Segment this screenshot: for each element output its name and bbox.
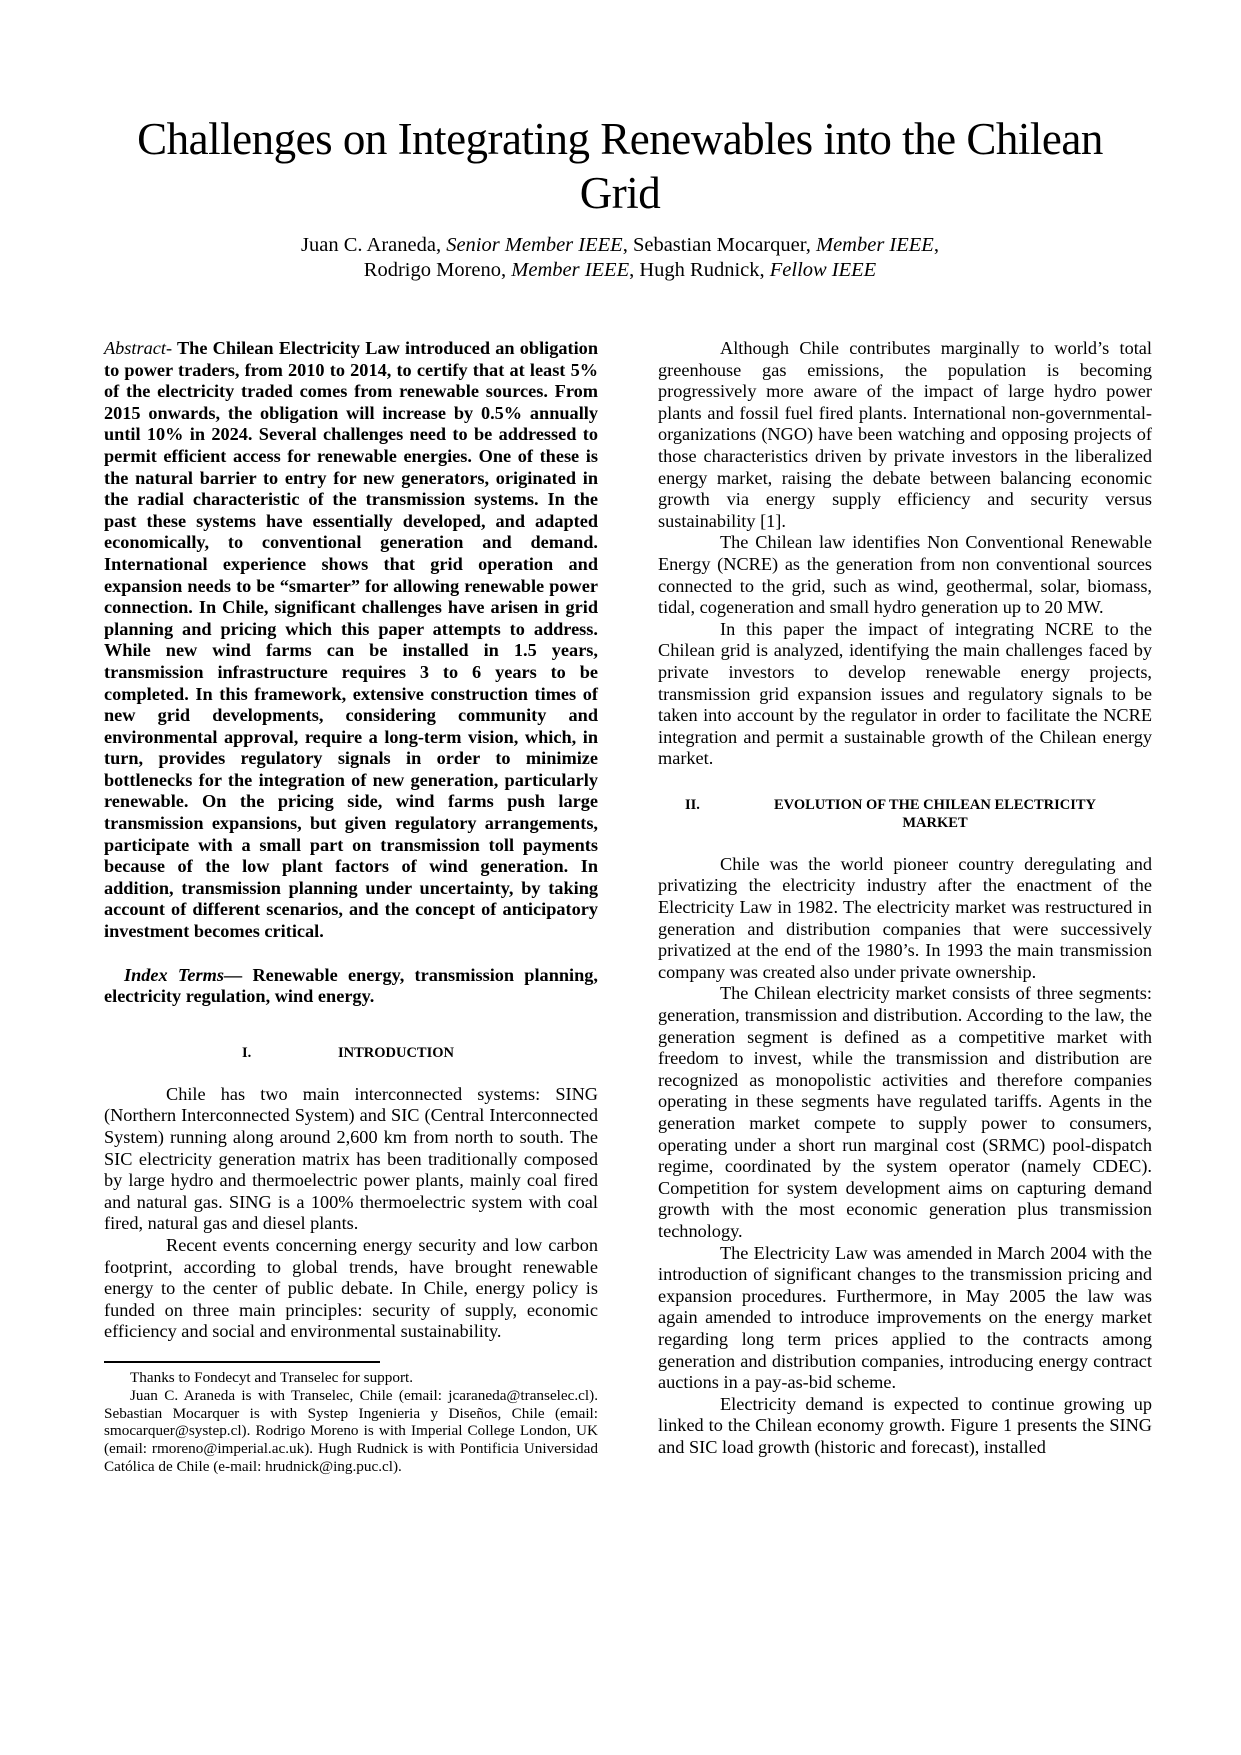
section-number: I. — [242, 1044, 252, 1061]
author-name: Juan C. Araneda — [301, 234, 436, 256]
index-terms — [104, 965, 598, 1008]
author-list: Juan C. Araneda, Senior Member IEEE, Sebastian Mocarquer, Member IEEE, Rodrigo Moreno, Member IEEE, Hugh Rudnick, Fellow IEEE — [301, 234, 939, 281]
section-title: EVOLUTION OF THE CHILEAN ELECTRICITY MARKET — [773, 796, 1096, 831]
right-column — [658, 338, 1152, 1459]
section-title: INTRODUCTION — [337, 1044, 454, 1061]
abstract — [104, 338, 598, 943]
paragraph: Chile was the world pioneer country deregulating and privatizing the electricity industry after the enactment of the Electricity Law in 1982. The electricity market was restructured in generation and distribution companies that were successively privatized at the end of the 1980’s. In 1993 the main transmission company was created also under private ownership. — [658, 853, 1152, 982]
paragraph: The Chilean law identifies Non Conventional Renewable Energy (NCRE) as the generation from non conventional sources connected to the grid, such as wind, geothermal, solar, biomass, tidal, cogeneration and small hydro generation up to 20 MW. — [658, 532, 1152, 618]
paragraph: Chile has two main interconnected systems: SING (Northern Interconnected System) and SIC (Central Interconnected System) running along around 2,600 km from north to south. The SIC electricity generation matrix has been traditionally composed by large hydro and thermoelectric power plants, mainly coal fired and natural gas. SING is a 100% thermoelectric system with coal fired, natural gas and diesel plants. — [104, 1083, 598, 1234]
author-name: Rodrigo Moreno — [363, 259, 502, 281]
footnote: Thanks to Fondecyt and Transelec for support. — [130, 1368, 414, 1386]
author-name: Hugh Rudnick — [639, 259, 760, 281]
paragraph: Although Chile contributes marginally to world’s total greenhouse gas emissions, the population is becoming progressively more aware of the impact of large hydro power plants and fossil fuel fired plants. International non-governmental-organizations (NGO) have been watching and opposing projects of those characteristics driven by private investors in the liberalized energy market, raising the debate between balancing economic growth via energy supply efficiency and security versus sustainability [1]. — [658, 338, 1152, 531]
section-number: II. — [685, 796, 700, 813]
index-terms-label: Index Terms— — [124, 964, 243, 985]
footnote-divider — [104, 1361, 380, 1363]
abstract-text: The Chilean Electricity Law introduced an obligation to power traders, from 2010 to 2014, to certify that at least 5% of the electricity traded comes from renewable sources. From 2015 onwards, the obligation will increase by 0.5% annually until 10% in 2024. Several challenges need to be addressed to permit efficient access for renewable energies. One of these is the natural barrier to entry for new generators, originated in the radial characteristic of the transmission systems. In the past these systems have essentially developed, and adapted economically, to conventional generation and demand. International experience shows that grid operation and expansion needs to be “smarter” for allowing renewable power connection. In Chile, significant challenges have arisen in grid planning and pricing which this paper attempts to address. While new wind farms can be installed in 1.5 years, transmission infrastructure requires 3 to 6 years to be completed. In this framework, extensive construction times of new grid developments, considering community and environmental approval, require a long-term vision, which, in turn, provides regulatory signals in order to minimize bottlenecks for the integration of new generation, particularly renewable. On the pricing side, wind farms push large transmission expansions, but given regulatory arrangements, participate with a small part on transmission toll payments because of the low plant factors of wind generation. In addition, transmission planning under uncertainty, by taking account of different scenarios, and the concept of anticipatory investment becomes critical. — [104, 338, 598, 942]
paper-title: Challenges on Integrating Renewables into the Chilean Grid — [137, 114, 1103, 218]
paragraph: The Chilean electricity market consists of three segments: generation, transmission and distribution. According to the law, the generation segment is defined as a competitive market with freedom to invest, while the transmission and distribution are recognized as monopolistic activities and therefore companies operating in these segments have regulated tariffs. Agents in the generation market compete to supply power to consumers, operating under a short run marginal cost (SRMC) pool-dispatch regime, coordinated by the system operator (namely CDEC). Competition for system development aims on capturing demand growth with the most economic generation plus transmission technology. — [658, 983, 1152, 1241]
paragraph: The Electricity Law was amended in March 2004 with the introduction of significant changes to the transmission pricing and expansion procedures. Furthermore, in May 2005 the law was again amended to introduce improvements on the energy market regarding long term prices applied to the contracts among generation and distribution companies, introducing energy contract auctions in a pay-as-bid scheme. — [658, 1242, 1152, 1393]
footnotes — [104, 1369, 598, 1476]
author-membership: Fellow IEEE — [769, 259, 877, 281]
paragraph: In this paper the impact of integrating NCRE to the Chilean grid is analyzed, identifying the main challenges faced by private investors to develop renewable energy projects, transmission grid expansion issues and regulatory signals to be taken into account by the regulator in order to facilitate the NCRE integration and permit a sustainable growth of the Chilean energy market. — [658, 618, 1152, 769]
section-heading-introduction — [104, 1044, 598, 1062]
paragraph: Electricity demand is expected to continue growing up linked to the Chilean economy growth. Figure 1 presents the SING and SIC load growth (historic and forecast), installed — [658, 1393, 1152, 1457]
section-heading-evolution — [658, 796, 1152, 832]
author-name: Sebastian Mocarquer — [632, 234, 806, 256]
author-membership: Senior Member IEEE — [446, 234, 623, 256]
author-membership: Member IEEE — [816, 234, 934, 256]
abstract-label: Abstract- — [104, 338, 173, 358]
footnote: Juan C. Araneda is with Transelec, Chile (email: jcaraneda@transelec.cl). Sebastian Mocarquer is with Systep Ingenieria y Diseños, Chile (email: smocarquer@systep.cl). Rodrigo Moreno is with Imperial College London, UK (email: rmoreno@imperial.ac.uk). Hugh Rudnick is with Pontificia Universidad Católica de Chile (e-mail: hrudnick@ing.puc.cl). — [104, 1386, 598, 1475]
left-column — [104, 338, 598, 1476]
paragraph: Recent events concerning energy security and low carbon footprint, according to global trends, have brought renewable energy to the center of public debate. In Chile, energy policy is funded on three main principles: security of supply, economic efficiency and social and environmental sustainability. — [104, 1234, 598, 1342]
index-terms-text: Renewable energy, transmission planning, electricity regulation, wind energy. — [104, 964, 598, 1007]
author-membership: Member IEEE — [511, 259, 630, 281]
